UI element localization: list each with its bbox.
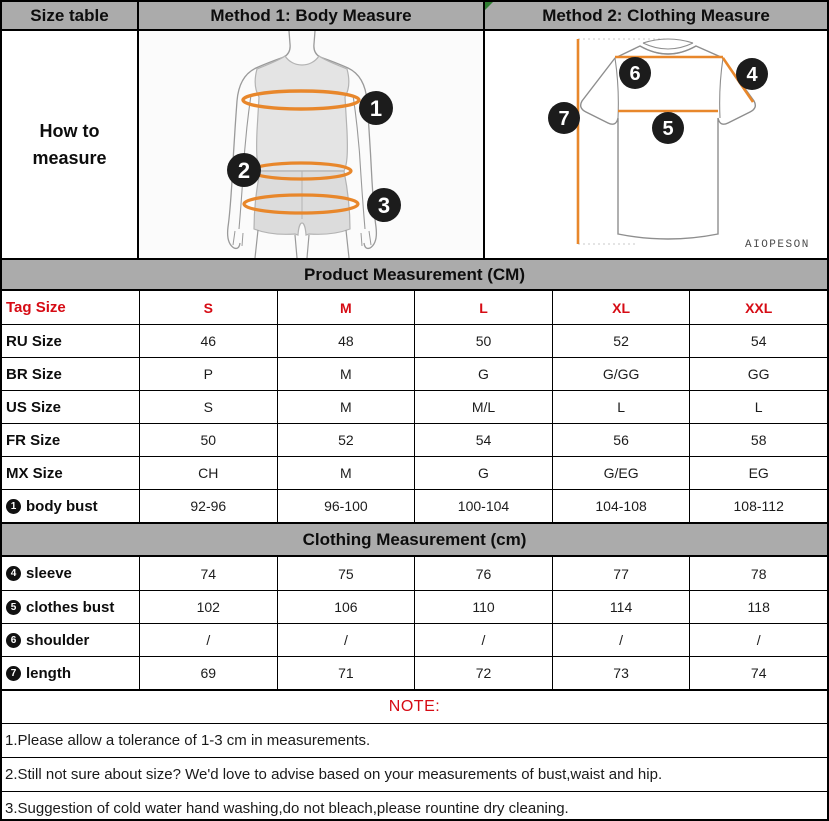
table-row-length: 7 length 69 71 72 73 74 xyxy=(2,656,827,689)
size-xxl: XXL xyxy=(689,291,827,324)
svg-text:5: 5 xyxy=(662,118,674,140)
marker-2-waist xyxy=(227,153,261,187)
row-label: Tag Size xyxy=(6,299,66,316)
row-label: clothes bust xyxy=(26,598,115,616)
method2-header xyxy=(485,2,827,31)
row-label: shoulder xyxy=(26,631,90,649)
tshirt-figure-icon xyxy=(485,31,827,258)
body-measure-illustration xyxy=(139,31,485,258)
size-table-header xyxy=(2,2,139,31)
how-to-measure-section xyxy=(2,2,827,258)
size-s: S xyxy=(139,291,277,324)
marker-4-sleeve xyxy=(736,58,768,90)
row-label: body bust xyxy=(26,497,98,515)
size-m: M xyxy=(277,291,415,324)
row-label: RU Size xyxy=(6,332,62,350)
svg-text:1: 1 xyxy=(369,96,383,121)
table-row-br-size: BR Size P M G G/GG GG xyxy=(2,357,827,390)
svg-text:3: 3 xyxy=(377,193,391,218)
note-title: NOTE: xyxy=(2,689,827,723)
marker-1-icon: 1 xyxy=(6,499,21,514)
marker-3-hip xyxy=(367,188,401,222)
clothing-measure-illustration xyxy=(485,31,827,258)
table-row-fr-size: FR Size 50 52 54 56 58 xyxy=(2,423,827,456)
note-item-3: 3.Suggestion of cold water hand washing,do not bleach,please rountine dry cleaning. xyxy=(2,791,827,821)
marker-7-length xyxy=(548,102,580,134)
product-measurement-title: Product Measurement (CM) xyxy=(2,258,827,291)
svg-text:4: 4 xyxy=(746,64,758,86)
method1-header xyxy=(139,2,485,31)
body-figure-icon xyxy=(139,31,485,258)
row-label: FR Size xyxy=(6,431,61,449)
clothing-measurement-title: Clothing Measurement (cm) xyxy=(2,522,827,557)
cell-comment-flag-icon xyxy=(485,2,493,10)
table-row-mx-size: MX Size CH M G G/EG EG xyxy=(2,456,827,489)
size-table-title: Size table xyxy=(30,5,109,25)
marker-7-icon: 7 xyxy=(6,666,21,681)
note-item-1: 1.Please allow a tolerance of 1-3 cm in measurements. xyxy=(2,723,827,757)
table-row-sleeve: 4 sleeve 74 75 76 77 78 xyxy=(2,557,827,590)
marker-6-icon: 6 xyxy=(6,633,21,648)
how-to-measure-label: How to measure xyxy=(2,31,139,258)
table-row-tag-size xyxy=(2,291,827,324)
marker-5-icon: 5 xyxy=(6,600,21,615)
svg-text:2: 2 xyxy=(237,158,251,183)
table-row-body-bust: 1 body bust 92-96 96-100 100-104 104-108 108-112 xyxy=(2,489,827,522)
table-row-ru-size: RU Size 46 48 50 52 54 xyxy=(2,324,827,357)
row-label: MX Size xyxy=(6,464,63,482)
row-label: sleeve xyxy=(26,565,72,582)
svg-text:7: 7 xyxy=(558,108,570,130)
svg-text:6: 6 xyxy=(629,63,641,85)
method1-title: Method 1: Body Measure xyxy=(210,5,412,25)
size-l: L xyxy=(414,291,552,324)
table-row-shoulder: 6 shoulder / / / / / xyxy=(2,623,827,656)
size-xl: XL xyxy=(552,291,690,324)
table-row-clothes-bust: 5 clothes bust 102 106 110 114 118 xyxy=(2,590,827,623)
table-row-us-size: US Size S M M/L L L xyxy=(2,390,827,423)
row-label: length xyxy=(26,664,71,682)
marker-6-shoulder xyxy=(619,57,651,89)
method2-title: Method 2: Clothing Measure xyxy=(542,5,770,25)
marker-4-icon: 4 xyxy=(6,566,21,581)
marker-1-bust xyxy=(359,91,393,125)
row-label: BR Size xyxy=(6,365,62,383)
marker-5-bust xyxy=(652,112,684,144)
row-label: US Size xyxy=(6,398,62,416)
brand-text: AIOPESON xyxy=(745,239,810,251)
note-item-2: 2.Still not sure about size? We'd love to advise based on your measurements of bust,waist and hip. xyxy=(2,757,827,791)
